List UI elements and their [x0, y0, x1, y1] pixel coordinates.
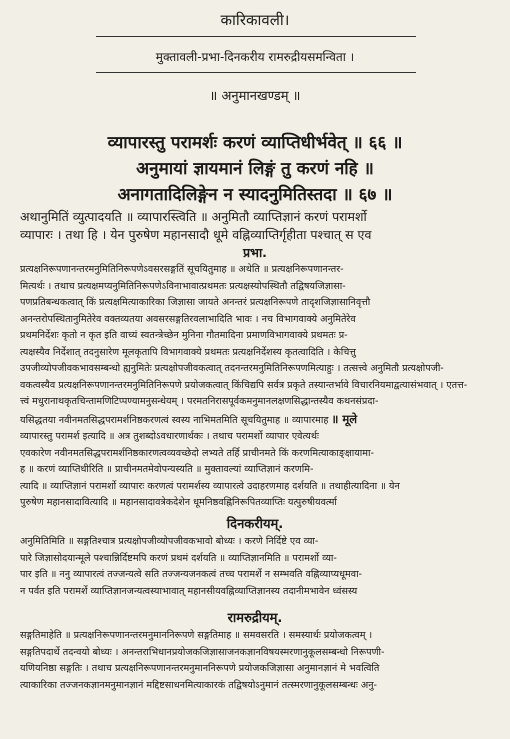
- commentary-line: सङ्गतिमाहेति ॥ प्रत्यक्षनिरूपणानन्तरमनुमाननिरूपणे सङ्गतिमाह ॥ समवसरति । समस्यार्थः प्रयोजकत्वम् ।: [20, 630, 373, 641]
- mula-marker: ॥ मूले: [331, 411, 358, 426]
- mula-line: व्यापारः । तथा हि । येन पुरुषेण महानसादौ धूमे वह्निव्याप्तिर्गृहीता पश्चात् स एव: [20, 227, 372, 242]
- commentary-line: पारे जिज्ञासोदयान्मूले पश्चान्निर्दिष्टमपि करणं प्रथमं दर्शयति ॥ व्याप्तिज्ञानमिति ॥ परामर्शो व्या-: [20, 552, 337, 564]
- commentary-line: एवकारेण नवीनमतसिद्धपरामर्शनिष्ठकारणत्वव्यवच्छेदो लभ्यते तर्हि प्राचीनमते किं करणमित्याकाङ्क्षायामा-: [20, 447, 374, 459]
- commentary-line: प्रत्यक्षनिरूपणानन्तरमनुमितिनिरूपणेऽवसरसङ्गतिं सूचयितुमाह ॥ अथेति ॥ प्रत्यक्षनिरूपणानन्तर-: [20, 264, 344, 275]
- verse-line-3: अनागतादिलिङ्गेन न स्यादनुमितिस्तदा ॥ ६७ ॥: [117, 185, 393, 205]
- commentary-line: त्त्वं मधुरानाथकृतचिन्तामणिटिप्पण्यामनुसन्धेयम् । परमतनिरासपूर्वकमनुमानलक्षणसिद्धान्तस्यैव कथनसंप्रदा-: [20, 396, 379, 407]
- verse-line-1: व्यापारस्तु परामर्शः करणं व्याप्तिधीर्भवेत् ॥ ६६ ॥: [107, 133, 403, 153]
- commentary-line: यणियनिष्ठा सङ्गतिः । तथाच प्रत्यक्षनिरूपणानन्तरमनुमाननिरूपणे प्रयोजकजिज्ञासा अनुमानज्ञानं मे भवत्विति: [20, 663, 380, 674]
- commentary-line: यसिद्धतया नवीनमतसिद्धपरामर्शनिष्ठकरणत्वं स्वस्य नाभिमतमिति सूचयितुमाह ॥ व्यापारमाह ॥ मूले: [20, 411, 358, 426]
- commentary-line: न पर्वत इति परामर्शे व्याप्तिज्ञानजन्यत्वस्याभावात् महानसीयवह्निव्याप्तिज्ञानस्य तदानीमभावेन ध्वंसस्य: [20, 585, 358, 597]
- commentary-line: सङ्गतिपदार्थे तदन्वयो बोध्यः । अनन्तराभिधानप्रयोजकजिज्ञासाजनकज्ञानविषयस्मरणानुकूलसम्बन्धो निरूपणी-: [20, 646, 385, 658]
- dinakari-commentary: [20, 534, 490, 600]
- commentary-line: वकत्वस्यैव प्रत्यक्षनिरूपणानन्तरमनुमितिनिरूपणे प्रयोजकत्वात् किंचिद्यपि सर्वत्र प्रकृते तस्यान्तर्भावे विचारनियमाद्वत्यासंभवात् । एतत्त-: [20, 379, 468, 391]
- commentary-line: त्याकारिका तज्जनकज्ञानमनुमानज्ञानं मद्दिष्टसाधनमित्याकारकं तद्विषयोऽनुमानं तत्स्मरणानुकूलसम्बन्धः अनु-: [20, 679, 378, 691]
- page-title: कारिकावली।: [220, 11, 290, 29]
- commentary-line: ह ॥ करणं व्याप्तिधीरिति ॥ प्राचीनमतमेवोपन्यस्यति ॥ मुक्तावल्यां व्याप्तिज्ञानं करणमि-: [20, 464, 314, 475]
- prabha-commentary: [20, 262, 490, 512]
- commentary-line: प्रथमनिर्देशः कृतो न कृत इति वाच्यं स्वतन्त्रेच्छेन मुनिना गौतमादिना प्रमाणविभागवाक्ये प्रथमतः प्र-: [20, 330, 348, 341]
- commentary-line: पार इति ॥ ननु व्यापारत्वं तज्जन्यत्वे सति तज्जन्यजनकत्वं तच्च परामर्शे न सम्भवति वह्निव्याप्यधूमवा-: [20, 569, 363, 580]
- ramarudriyam-heading: रामरुद्रीयम्.: [227, 611, 283, 626]
- commentary-line: त्यादि ॥ व्याप्तिज्ञानं परामर्शो व्यापारः करणत्वं परामर्शस्य व्यापारत्वे उदाहरणमाह दर्शयति ॥ तथाहीत्यादिना ॥ येन: [20, 480, 400, 492]
- commentary-line: अनुमितिमिति ॥ सङ्गतिश्चात्र प्रत्यक्षोपजीव्योपजीवकभावो बोध्यः । करणे निर्दिष्टे एव व्या-: [20, 536, 319, 547]
- title-rule: [96, 36, 416, 37]
- commentary-line: मित्यर्थः । तथाच प्रत्यक्षमप्यनुमितिनिरूपणेऽविनाभावात्प्रथमतः प्रत्यक्षस्योपस्थितौ तद्विषयजिज्ञासा-: [20, 280, 346, 292]
- commentary-line: पणप्रतिबन्धकत्वात् किं प्रत्यक्षमित्याकारिका जिज्ञासा जायते अनन्तरं प्रत्यक्षनिरूपणे तादृशजिज्ञासानिवृत्तौ: [20, 297, 371, 308]
- ramarudri-commentary: [20, 628, 490, 694]
- commentary-line: त्यक्षस्यैव निर्देशात् तदनुसारेण मूलकृतापि विभागवाक्ये प्रथमतः प्रत्यक्षनिर्देशस्य कृतत्वादिति । केचित्तु: [20, 346, 356, 358]
- commentary-line: उपजीव्योपजीवकभावसम्बन्धो ह्यनुमितेः प्रत्यक्षोपजीवकत्वात् तदनन्तरमनुमितिनिरूपणमित्याहुः । तत्सत्त्वे अनुमितौ प्रत्यक्षोपजी-: [20, 363, 444, 374]
- mula-text: [20, 208, 490, 262]
- section-heading: ॥ अनुमानखण्डम् ॥: [209, 89, 301, 104]
- verse-line-2: अनुमायां ज्ञायमानं लिङ्गं तु करणं नहि ॥: [136, 159, 374, 179]
- commentary-line: अनन्तरोपस्थितानुमितेरेव वक्तव्यतया अवसरसङ्गतिरवलाभादिति भावः । नच विभागवाक्ये अनुमितेरेव: [20, 313, 356, 325]
- subtitle-rule: [96, 72, 416, 73]
- dinakariyam-heading: दिनकरीयम्.: [226, 517, 284, 532]
- commentary-line: पुरुषेण महानसादावित्यादि ॥ महानसादावत्रेकदेशेन धूमनिष्ठवह्निनिरूपितव्याप्तिः यत्पुरुषीयवर्त्मा: [20, 497, 337, 508]
- prabha-heading: प्रभा.: [243, 245, 267, 260]
- commentary-line: व्यापारस्तु परामर्श इत्यादि ॥ अत्र तुशब्दोऽवधारणार्थकः । तथाच परामर्शो व्यापार एवेत्यर्थः: [20, 431, 319, 442]
- page-subtitle: मुक्तावली-प्रभा-दिनकरीय रामरुद्रीयसमन्विता ।: [155, 50, 355, 64]
- mula-line: अथानुमितिं व्युत्पादयति ॥ व्यापारस्त्विति ॥ अनुमितौ व्याप्तिज्ञानं करणं परामर्शो: [20, 209, 367, 224]
